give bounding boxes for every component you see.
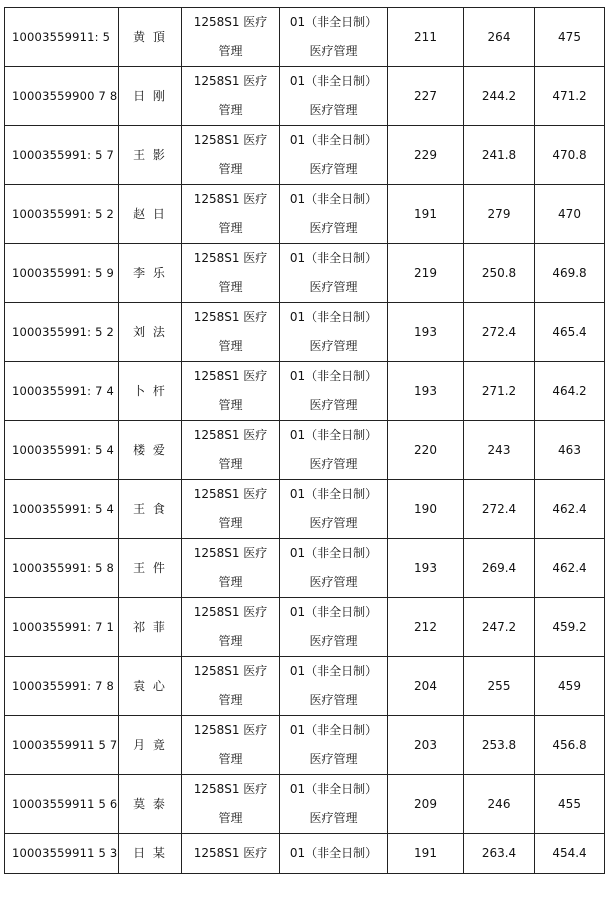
candidate-id-cell: 1000355991: 5 4: [5, 480, 119, 539]
score-2-cell: 241.8: [464, 126, 535, 185]
direction-cell: [280, 421, 388, 480]
direction-line: 01（非全日制）: [289, 546, 378, 560]
major-cell: [182, 834, 280, 874]
major-cell: [182, 421, 280, 480]
total-score-cell: 455: [535, 775, 605, 834]
candidate-id-cell: 10003559911 5 7: [5, 716, 119, 775]
candidate-name-cell: 日 某: [119, 834, 182, 874]
major-line: 1258S1 医疗: [193, 251, 268, 265]
direction-line: 医疗管理: [309, 398, 358, 412]
candidate-id-cell: 1000355991: 7 4: [5, 362, 119, 421]
candidate-id-cell: 1000355991: 5 8: [5, 539, 119, 598]
major-cell: [182, 539, 280, 598]
candidate-id-cell: 10003559911 5 6: [5, 775, 119, 834]
major-cell: [182, 362, 280, 421]
score-1-cell: 227: [388, 67, 464, 126]
table-row: [5, 775, 605, 834]
score-2-cell: 269.4: [464, 539, 535, 598]
direction-line: 医疗管理: [309, 339, 358, 353]
direction-cell: [280, 67, 388, 126]
score-1-cell: 212: [388, 598, 464, 657]
direction-cell: [280, 539, 388, 598]
table-row: [5, 480, 605, 539]
major-cell: [182, 303, 280, 362]
score-2-cell: 250.8: [464, 244, 535, 303]
direction-cell: [280, 598, 388, 657]
total-score-cell: 464.2: [535, 362, 605, 421]
score-1-cell: 203: [388, 716, 464, 775]
major-line: 1258S1 医疗: [193, 846, 268, 860]
direction-line: 01（非全日制）: [289, 846, 378, 860]
score-2-cell: 255: [464, 657, 535, 716]
major-cell: [182, 598, 280, 657]
table-row: [5, 185, 605, 244]
table-body: [5, 8, 605, 874]
major-line: 1258S1 医疗: [193, 546, 268, 560]
candidate-name-cell: 赵 日: [119, 185, 182, 244]
total-score-cell: 459: [535, 657, 605, 716]
score-1-cell: 211: [388, 8, 464, 67]
candidate-name-cell: 刘 法: [119, 303, 182, 362]
major-line: 管理: [218, 811, 243, 825]
candidate-id-cell: 1000355991: 5 2: [5, 185, 119, 244]
candidate-id-cell: 1000355991: 5 4: [5, 421, 119, 480]
direction-cell: [280, 303, 388, 362]
table-row: [5, 834, 605, 874]
total-score-cell: 459.2: [535, 598, 605, 657]
score-2-cell: 264: [464, 8, 535, 67]
score-2-cell: 272.4: [464, 303, 535, 362]
admission-score-table: [4, 7, 605, 874]
table-row: [5, 539, 605, 598]
table-row: [5, 362, 605, 421]
direction-line: 医疗管理: [309, 693, 358, 707]
score-1-cell: 229: [388, 126, 464, 185]
major-cell: [182, 185, 280, 244]
total-score-cell: 471.2: [535, 67, 605, 126]
candidate-name-cell: 李 乐: [119, 244, 182, 303]
score-2-cell: 263.4: [464, 834, 535, 874]
direction-line: 01（非全日制）: [289, 192, 378, 206]
major-line: 管理: [218, 634, 243, 648]
major-line: 1258S1 医疗: [193, 74, 268, 88]
direction-line: 医疗管理: [309, 575, 358, 589]
direction-line: 医疗管理: [309, 752, 358, 766]
total-score-cell: 456.8: [535, 716, 605, 775]
direction-line: 医疗管理: [309, 221, 358, 235]
candidate-id-cell: 1000355991: 5 7: [5, 126, 119, 185]
total-score-cell: 463: [535, 421, 605, 480]
major-cell: [182, 126, 280, 185]
total-score-cell: 470: [535, 185, 605, 244]
direction-cell: [280, 8, 388, 67]
major-line: 1258S1 医疗: [193, 605, 268, 619]
candidate-id-cell: 1000355991: 5 9: [5, 244, 119, 303]
major-line: 管理: [218, 457, 243, 471]
candidate-id-cell: 1000355991: 7 8: [5, 657, 119, 716]
candidate-id-cell: 10003559911: 5: [5, 8, 119, 67]
major-line: 1258S1 医疗: [193, 664, 268, 678]
direction-cell: [280, 126, 388, 185]
candidate-id-cell: 1000355991: 7 1: [5, 598, 119, 657]
major-line: 1258S1 医疗: [193, 487, 268, 501]
major-line: 管理: [218, 162, 243, 176]
table-row: [5, 657, 605, 716]
direction-cell: [280, 480, 388, 539]
direction-cell: [280, 185, 388, 244]
direction-line: 医疗管理: [309, 162, 358, 176]
score-1-cell: 209: [388, 775, 464, 834]
score-1-cell: 191: [388, 185, 464, 244]
total-score-cell: 469.8: [535, 244, 605, 303]
major-line: 1258S1 医疗: [193, 192, 268, 206]
direction-line: 医疗管理: [309, 516, 358, 530]
candidate-id-cell: 1000355991: 5 2: [5, 303, 119, 362]
major-line: 管理: [218, 103, 243, 117]
score-2-cell: 244.2: [464, 67, 535, 126]
score-2-cell: 272.4: [464, 480, 535, 539]
table-row: [5, 244, 605, 303]
direction-line: 01（非全日制）: [289, 723, 378, 737]
major-line: 1258S1 医疗: [193, 310, 268, 324]
candidate-name-cell: 黄 頂: [119, 8, 182, 67]
table-row: [5, 303, 605, 362]
major-cell: [182, 716, 280, 775]
table-row: [5, 716, 605, 775]
direction-line: 01（非全日制）: [289, 605, 378, 619]
major-line: 管理: [218, 280, 243, 294]
score-2-cell: 279: [464, 185, 535, 244]
total-score-cell: 465.4: [535, 303, 605, 362]
candidate-name-cell: 王 食: [119, 480, 182, 539]
table-row: [5, 421, 605, 480]
major-line: 1258S1 医疗: [193, 133, 268, 147]
direction-cell: [280, 716, 388, 775]
direction-line: 01（非全日制）: [289, 251, 378, 265]
candidate-name-cell: 祁 菲: [119, 598, 182, 657]
total-score-cell: 454.4: [535, 834, 605, 874]
direction-line: 01（非全日制）: [289, 487, 378, 501]
table-row: [5, 126, 605, 185]
table-row: [5, 67, 605, 126]
major-line: 管理: [218, 516, 243, 530]
major-line: 管理: [218, 339, 243, 353]
direction-line: 01（非全日制）: [289, 133, 378, 147]
direction-line: 01（非全日制）: [289, 664, 378, 678]
score-1-cell: 220: [388, 421, 464, 480]
major-line: 1258S1 医疗: [193, 782, 268, 796]
table-row: [5, 8, 605, 67]
direction-line: 01（非全日制）: [289, 369, 378, 383]
score-2-cell: 246: [464, 775, 535, 834]
total-score-cell: 470.8: [535, 126, 605, 185]
candidate-name-cell: 月 竟: [119, 716, 182, 775]
direction-cell: [280, 362, 388, 421]
table-row: [5, 598, 605, 657]
candidate-name-cell: 日 刚: [119, 67, 182, 126]
major-line: 管理: [218, 398, 243, 412]
total-score-cell: 462.4: [535, 539, 605, 598]
direction-cell: [280, 834, 388, 874]
direction-line: 医疗管理: [309, 811, 358, 825]
direction-line: 01（非全日制）: [289, 782, 378, 796]
major-cell: [182, 480, 280, 539]
score-2-cell: 253.8: [464, 716, 535, 775]
candidate-name-cell: 王 影: [119, 126, 182, 185]
score-1-cell: 193: [388, 303, 464, 362]
direction-line: 医疗管理: [309, 44, 358, 58]
score-1-cell: 204: [388, 657, 464, 716]
direction-line: 医疗管理: [309, 103, 358, 117]
direction-line: 医疗管理: [309, 457, 358, 471]
score-1-cell: 193: [388, 539, 464, 598]
score-1-cell: 219: [388, 244, 464, 303]
major-line: 1258S1 医疗: [193, 369, 268, 383]
major-line: 1258S1 医疗: [193, 723, 268, 737]
major-line: 1258S1 医疗: [193, 428, 268, 442]
direction-line: 01（非全日制）: [289, 15, 378, 29]
score-2-cell: 247.2: [464, 598, 535, 657]
score-2-cell: 271.2: [464, 362, 535, 421]
candidate-id-cell: 10003559911 5 3: [5, 834, 119, 874]
major-cell: [182, 244, 280, 303]
major-line: 管理: [218, 44, 243, 58]
score-1-cell: 190: [388, 480, 464, 539]
score-2-cell: 243: [464, 421, 535, 480]
candidate-name-cell: 袁 心: [119, 657, 182, 716]
total-score-cell: 462.4: [535, 480, 605, 539]
direction-cell: [280, 775, 388, 834]
major-cell: [182, 67, 280, 126]
major-line: 管理: [218, 221, 243, 235]
candidate-id-cell: 10003559900 7 8: [5, 67, 119, 126]
direction-line: 01（非全日制）: [289, 428, 378, 442]
major-line: 管理: [218, 693, 243, 707]
direction-cell: [280, 244, 388, 303]
major-line: 管理: [218, 575, 243, 589]
major-cell: [182, 657, 280, 716]
major-cell: [182, 775, 280, 834]
direction-cell: [280, 657, 388, 716]
candidate-name-cell: 楼 爱: [119, 421, 182, 480]
direction-line: 医疗管理: [309, 634, 358, 648]
major-line: 1258S1 医疗: [193, 15, 268, 29]
total-score-cell: 475: [535, 8, 605, 67]
score-1-cell: 193: [388, 362, 464, 421]
direction-line: 医疗管理: [309, 280, 358, 294]
major-line: 管理: [218, 752, 243, 766]
score-1-cell: 191: [388, 834, 464, 874]
direction-line: 01（非全日制）: [289, 74, 378, 88]
major-cell: [182, 8, 280, 67]
candidate-name-cell: 卜 杆: [119, 362, 182, 421]
direction-line: 01（非全日制）: [289, 310, 378, 324]
candidate-name-cell: 莫 泰: [119, 775, 182, 834]
candidate-name-cell: 王 件: [119, 539, 182, 598]
